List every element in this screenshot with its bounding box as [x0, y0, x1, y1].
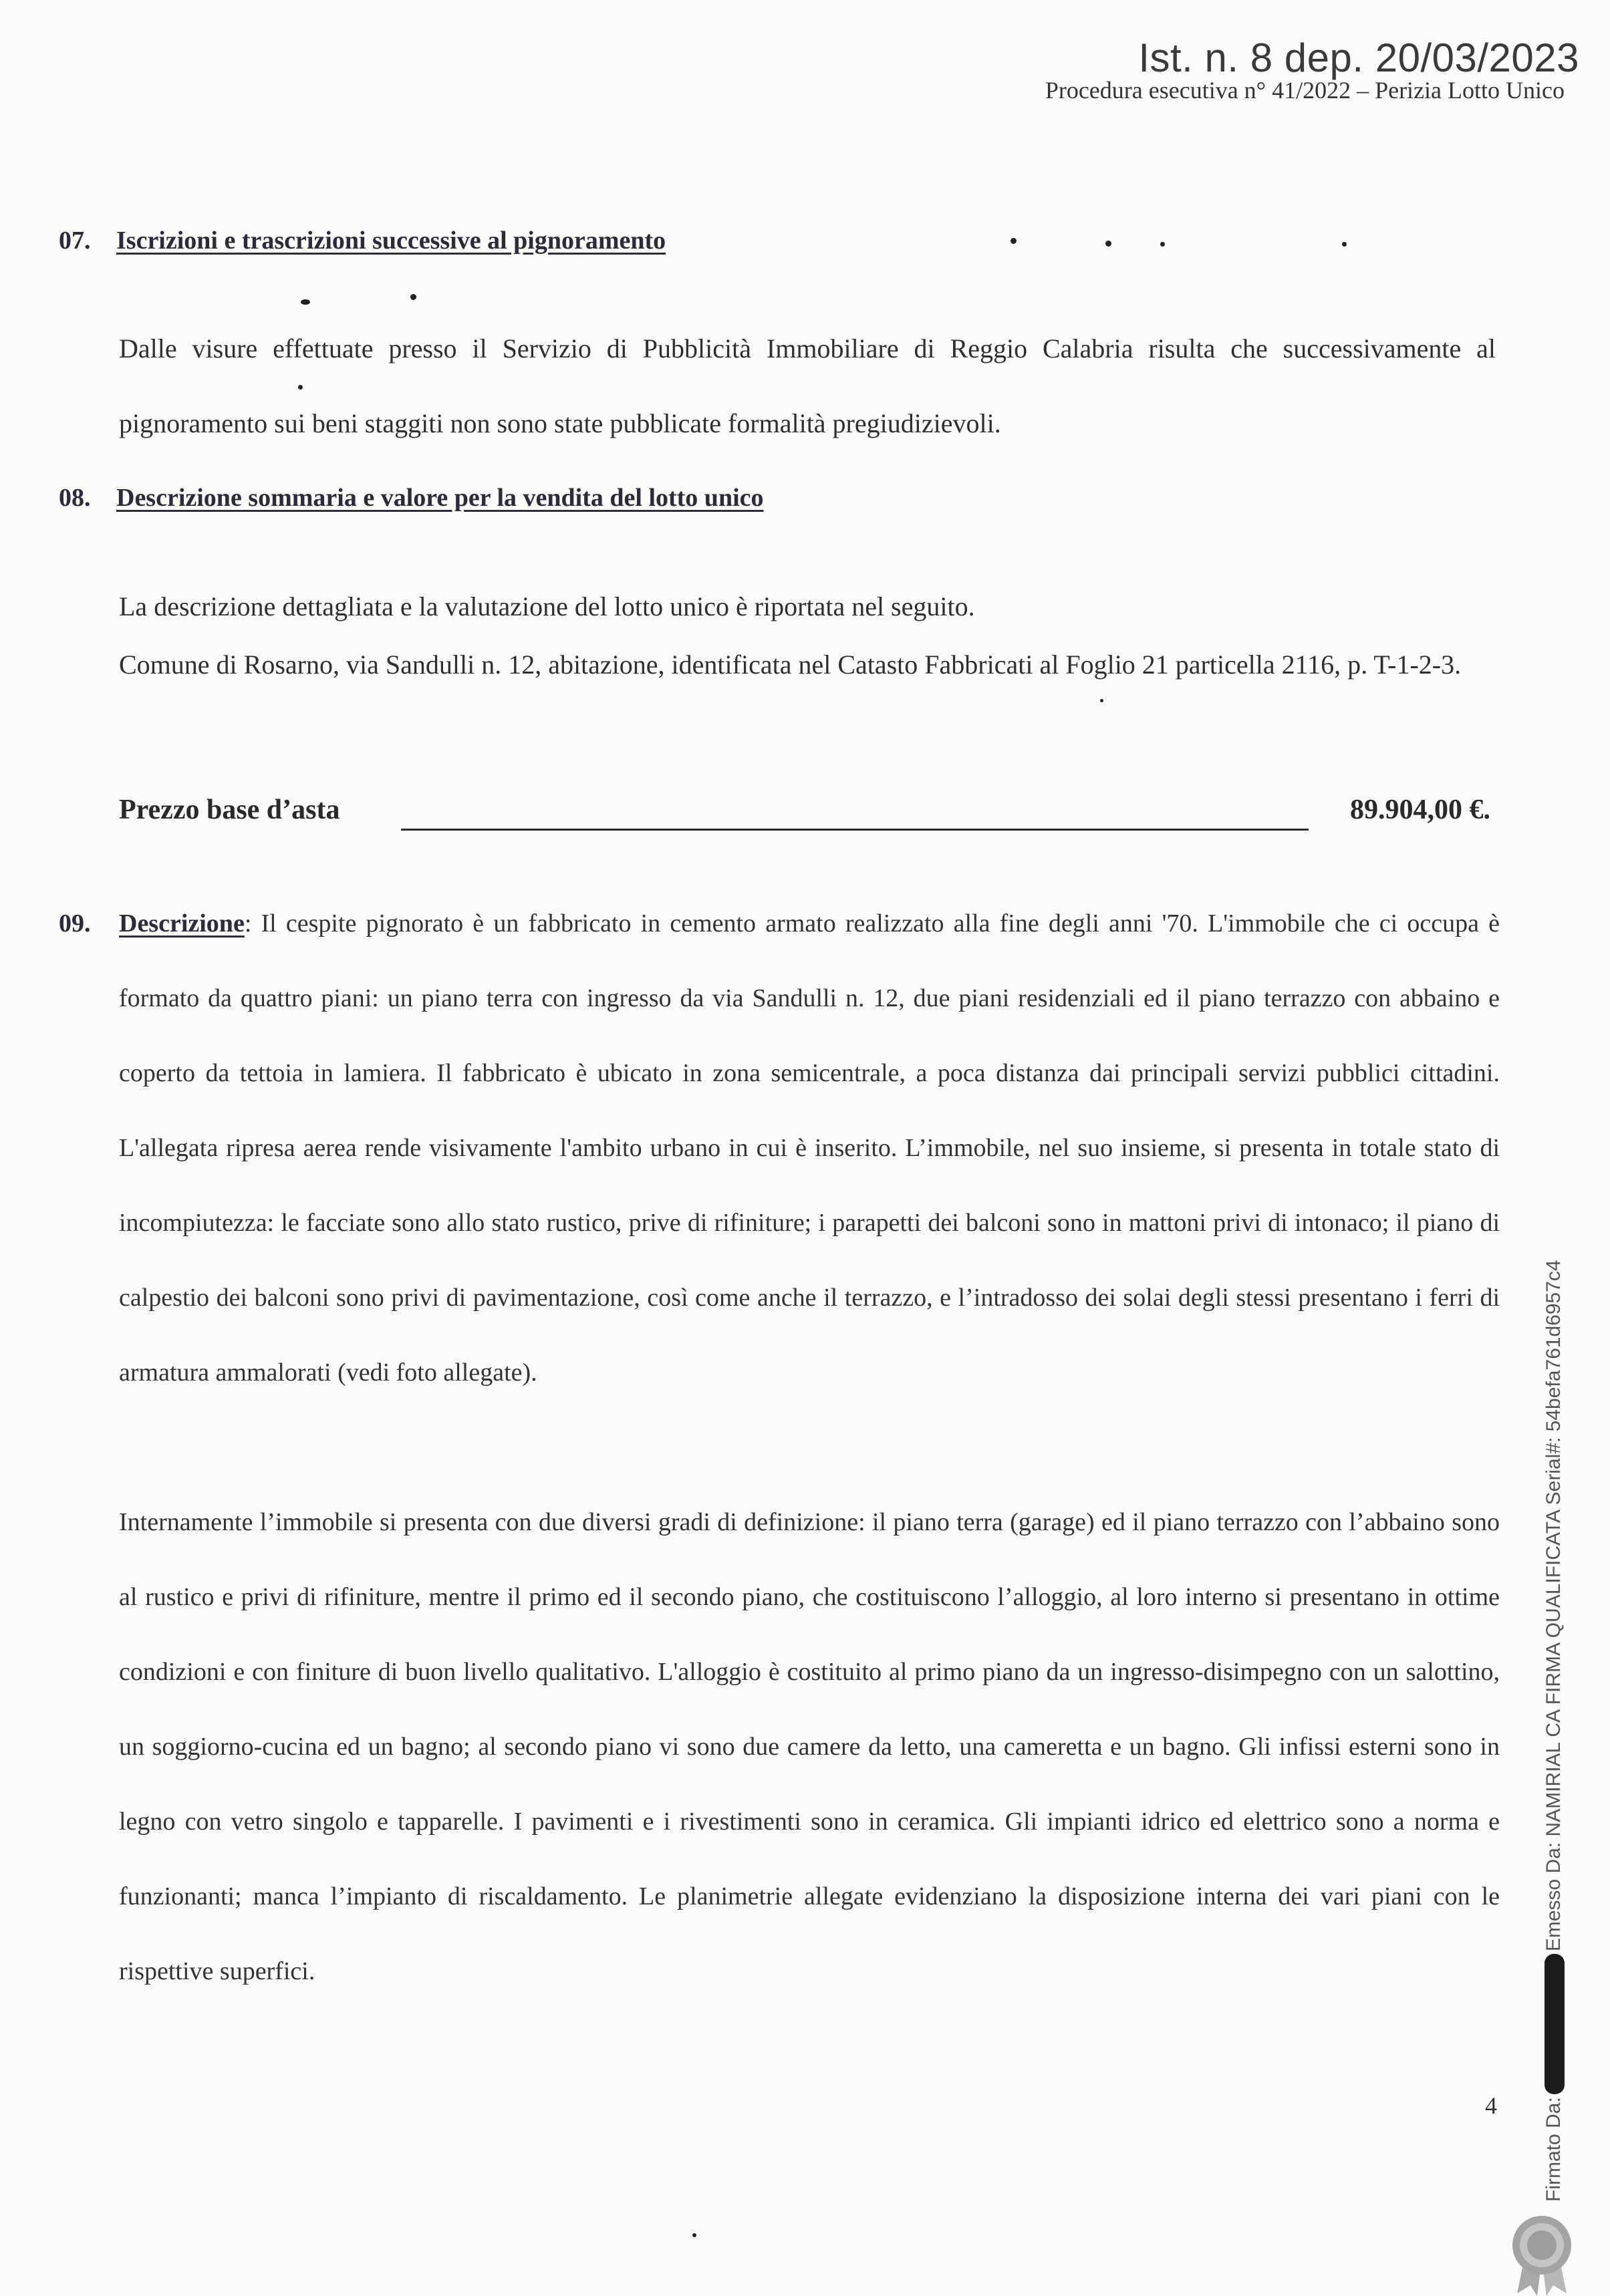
- section-09-number: 09.: [59, 909, 91, 938]
- page-number: 4: [1485, 2092, 1497, 2119]
- base-price-row: [119, 794, 1490, 831]
- scan-speck: [1342, 242, 1347, 247]
- section-08-location: Comune di Rosarno, via Sandulli n. 12, abitazione, identificata nel Catasto Fabbricati al Foglio 21 particella 2116, p. T-1-2-3.: [119, 650, 1462, 680]
- section-09-text: : Il cespite pignorato è un fabbricato in cemento armato realizzato alla fine degli anni '70. L'immobile che ci occupa è formato da quattro piani: un piano terra con ingresso da via Sandulli n. 12, due piani residenziali ed il piano terrazzo con abbaino e coperto da tettoia in lamiera. Il fabbricato è ubicato in zona semicentrale, a poca distanza dai principali servizi pubblici cittadini. L'allegata ripresa aerea rende visivamente l'ambito urbano in cui è inserito. L’immobile, nel suo insieme, si presenta in totale stato di incompiutezza: le facciate sono allo stato rustico, prive di rifiniture; i parapetti dei balconi sono in mattoni privi di intonaco; il piano di calpestio dei balconi sono privi di pavimentazione, così come anche il terrazzo, e l’intradosso dei solai degli stessi presentano i ferri di armatura ammalorati (vedi foto allegate).: [119, 909, 1500, 1387]
- base-price-leader-line: [401, 829, 1309, 831]
- signature-issuer: Emesso Da: NAMIRIAL CA FIRMA QUALIFICATA Serial#: 54befa761d6957c4: [1542, 1260, 1565, 1952]
- deposit-stamp: Ist. n. 8 dep. 20/03/2023: [1138, 35, 1579, 80]
- section-07-title: Iscrizioni e trascrizioni successive al pignoramento: [116, 227, 666, 255]
- section-09-internal: Internamente l’immobile si presenta con due diversi gradi di definizione: il piano terra (garage) ed il piano terrazzo con l’abbaino sono al rustico e privi di rifiniture, mentre il primo ed il secondo piano, che costituiscono l’alloggio, al loro interno si presentano in ottime condizioni e con finiture di buon livello qualitativo. L'alloggio è costituito al primo piano da un ingresso-disimpegno con un salottino, un soggiorno-cucina ed un bagno; al secondo piano vi sono due camere da letto, una cameretta e un bagno. Gli infissi esterni sono in legno con vetro singolo e tapparelle. I pavimenti e i rivestimenti sono in ceramica. Gli impianti idrico ed elettrico sono a norma e funzionanti; manca l’impianto di riscaldamento. Le planimetrie allegate evidenziano la disposizione interna dei vari piani con le rispettive superfici.: [119, 1508, 1500, 1985]
- scan-speck: [1011, 238, 1017, 244]
- section-07-body: Dalle visure effettuate presso il Servizio di Pubblicità Immobiliare di Reggio Calabria risulta che successivamente al pignoramento sui beni staggiti non sono state pubblicate formalità pregiudizievoli.: [119, 333, 1496, 438]
- certificate-seal-icon: [1505, 2213, 1579, 2296]
- section-08-title: Descrizione sommaria e valore per la vendita del lotto unico: [116, 484, 764, 512]
- scan-speck: [1160, 242, 1165, 247]
- scan-speck: [1100, 699, 1103, 702]
- scan-speck: [692, 2233, 696, 2237]
- section-08-heading: [59, 483, 764, 513]
- base-price-label: Prezzo base d’asta: [119, 795, 340, 825]
- section-08-intro: La descrizione dettagliata e la valutazione del lotto unico è riportata nel seguito.: [119, 591, 975, 621]
- running-head: Procedura esecutiva n° 41/2022 – Perizia Lotto Unico: [1045, 77, 1565, 104]
- scan-speck: [1105, 241, 1111, 247]
- section-07-heading: [59, 226, 666, 255]
- redacted-signer: [1545, 1954, 1565, 2094]
- section-08-number: 08.: [59, 484, 91, 512]
- scan-speck: [410, 294, 416, 300]
- digital-signature-note: [1542, 1260, 1565, 2202]
- base-price-value: 89.904,00 €.: [1350, 795, 1490, 825]
- signature-prefix: Firmato Da:: [1542, 2097, 1565, 2202]
- section-09-body: [59, 886, 1500, 1410]
- section-07-number: 07.: [59, 227, 91, 255]
- scan-speck: [301, 299, 310, 305]
- section-09-label: Descrizione: [119, 909, 245, 938]
- scan-speck: [298, 385, 303, 390]
